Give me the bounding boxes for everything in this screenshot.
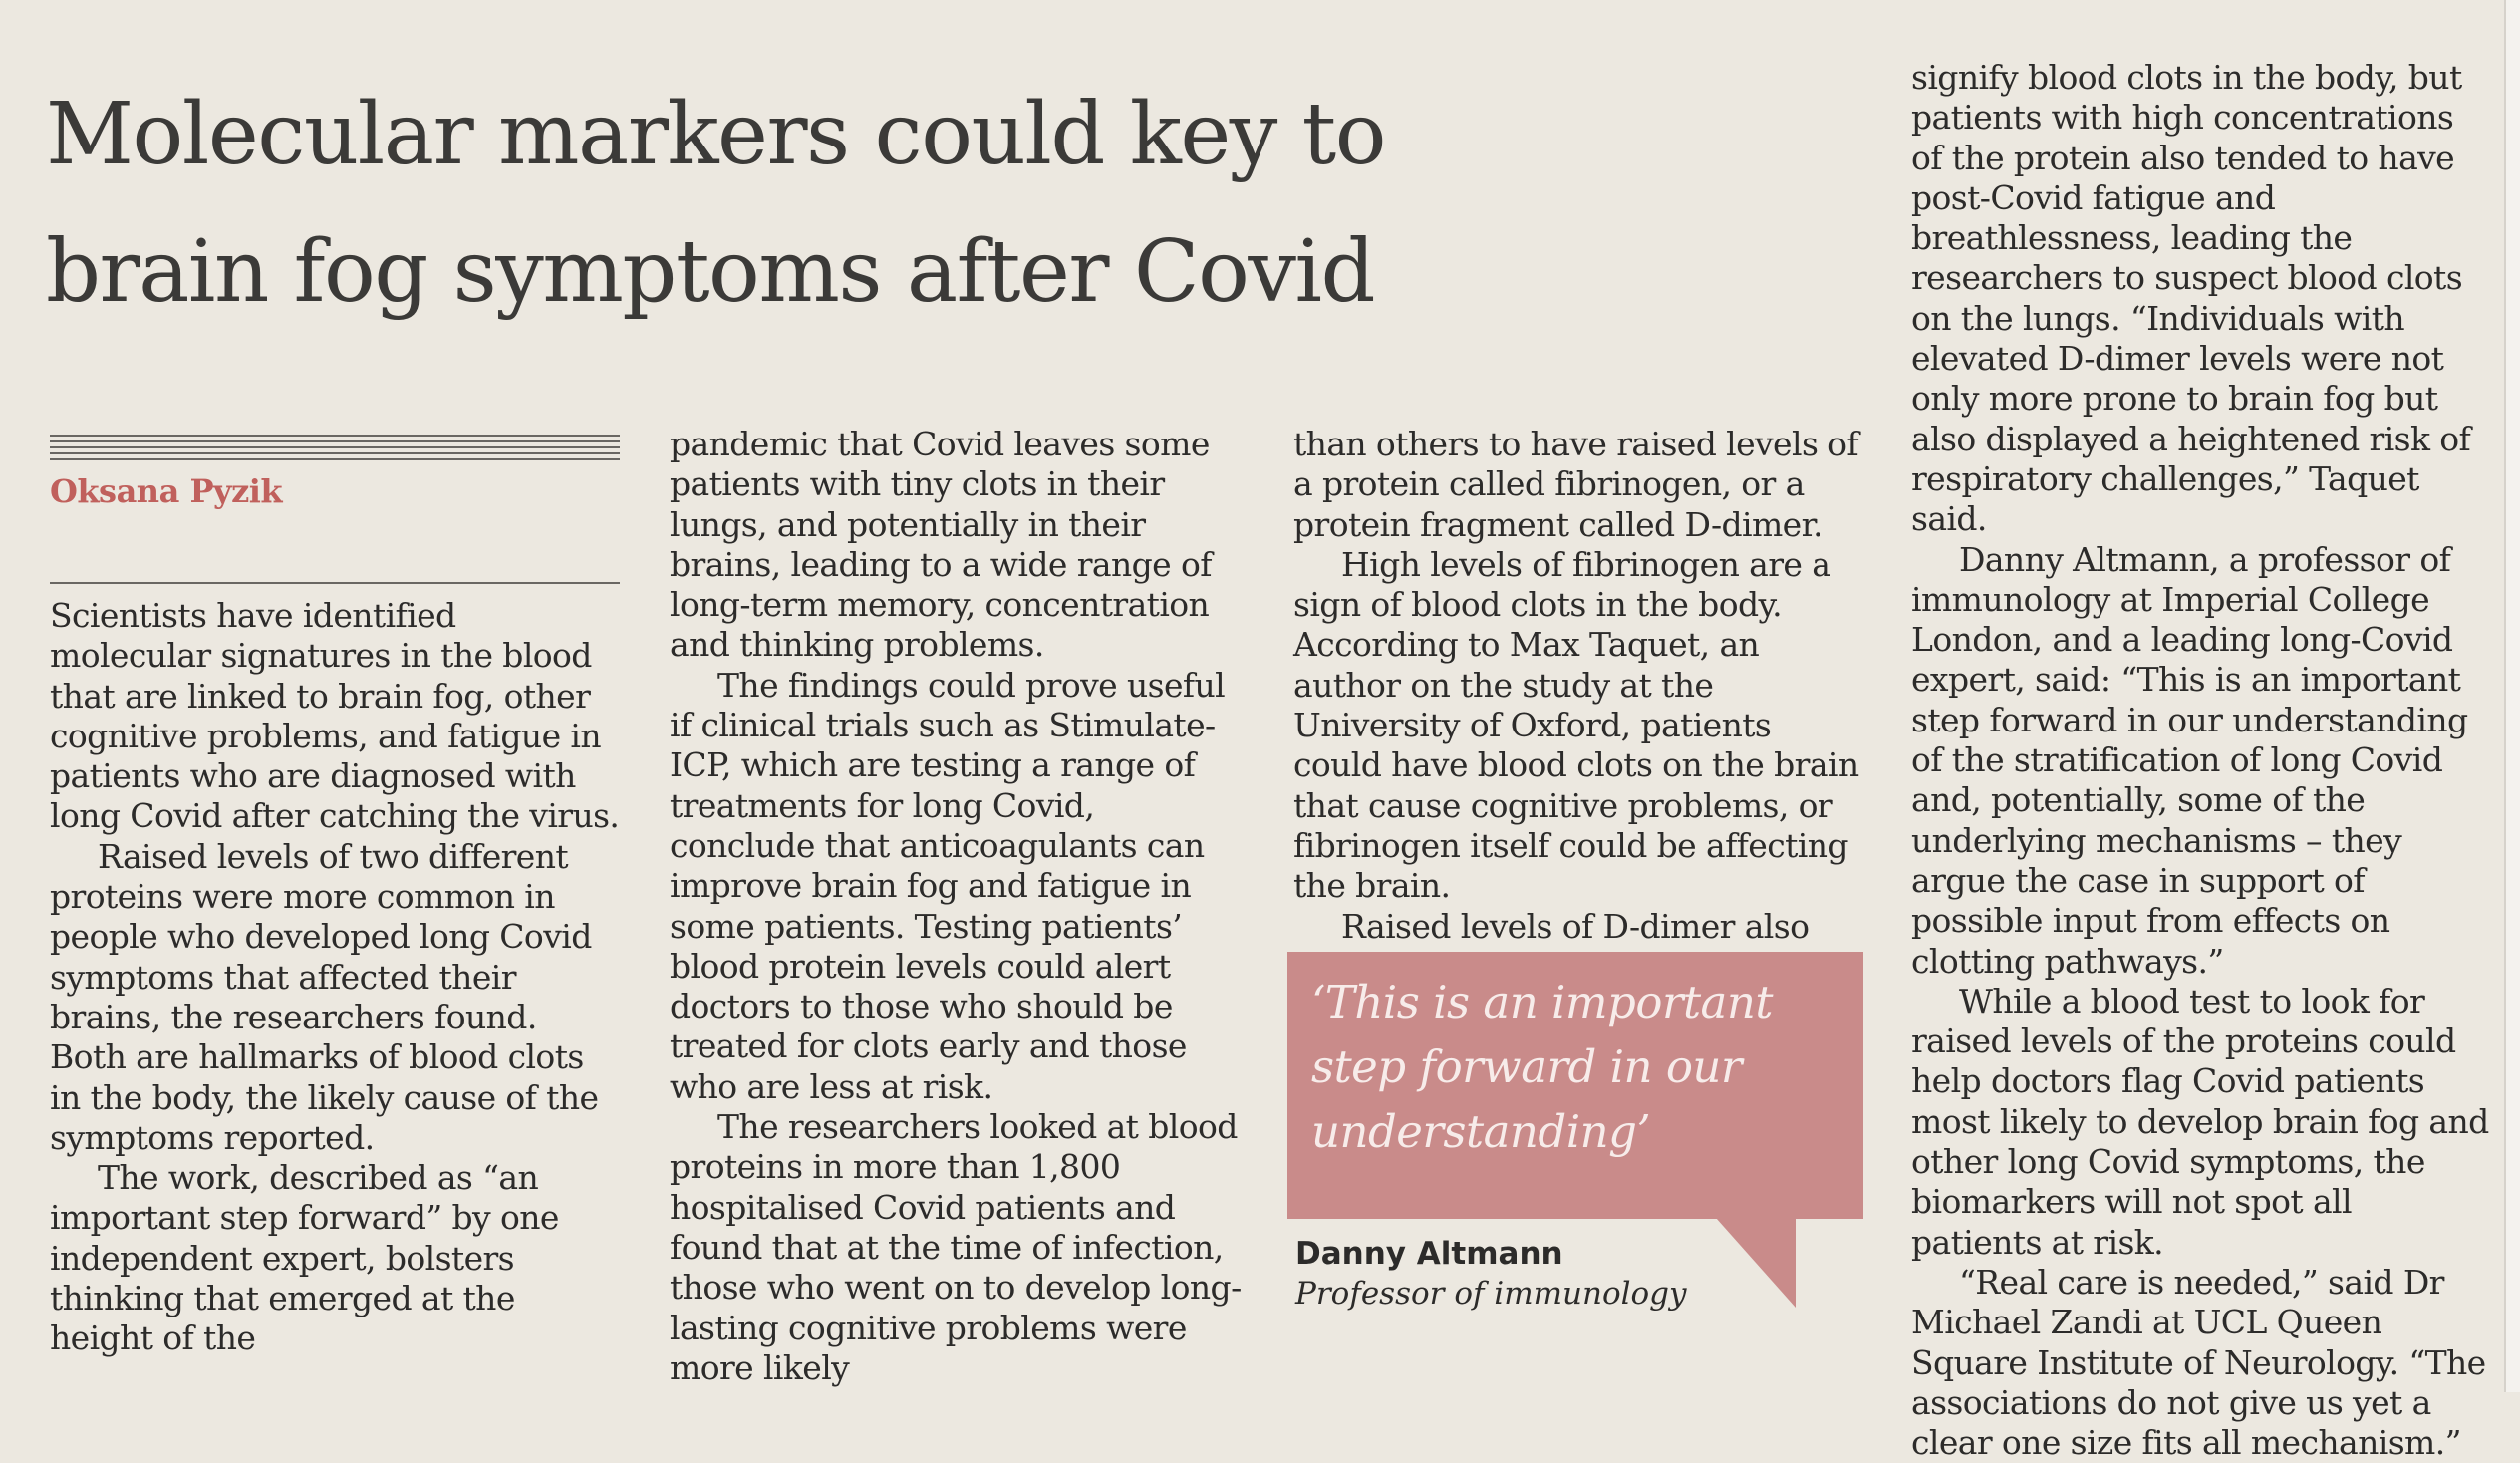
paragraph: The findings could prove useful if clinical trials such as Stimulate-ICP, which are testing a range of treatments for long Covid, conclude that anticoagulants can improve brain fog and fatigue in some patients. Testing patients’ blood protein levels could alert doctors to those who should be treated for clots early and those who are less at risk. bbox=[670, 665, 1226, 1106]
byline-rule bbox=[50, 440, 620, 442]
headline bbox=[46, 66, 1879, 341]
article-column-4 bbox=[1911, 58, 2489, 1463]
paragraph: Raised levels of D-dimer also bbox=[1341, 906, 1810, 946]
paragraph: The researchers looked at blood proteins in more than 1,800 hospitalised Covid patients and found that at the time of infection, those who went on to develop long-lasting cognitive problems were more likely bbox=[670, 1107, 1242, 1387]
article-column-3 bbox=[1293, 425, 1863, 946]
byline-rule bbox=[50, 446, 620, 448]
headline-line-2: brain fog symptoms after Covid bbox=[46, 222, 1375, 322]
byline: Oksana Pyzik bbox=[50, 472, 283, 510]
byline-rule bbox=[50, 435, 620, 437]
byline-rule bbox=[50, 458, 620, 460]
paragraph: The work, described as “an important step forward” by one independent expert, bolsters thinking that emerged at the height of the bbox=[50, 1158, 559, 1358]
paragraph: signify blood clots in the body, but patients with high concentrations of the protein also tended to have post-Covid fatigue and breathlessness, leading the researchers to suspect blood clots on the lungs. “Individuals with elevated D-dimer levels were not only more prone to brain fog but also displayed a heightened risk of respiratory challenges,” Taquet said. bbox=[1911, 58, 2471, 539]
page-edge bbox=[2504, 0, 2520, 1392]
pullquote-text: ‘This is an important step forward in our understanding’ bbox=[1311, 976, 1773, 1158]
paragraph: Danny Altmann, a professor of immunology at Imperial College London, and a leading long-Covid expert, said: “This is an important step forward in our understanding of the stratification of long Covid and, potentially, some of the underlying mechanisms – they argue the case in support of possible input from effects on clotting pathways.” bbox=[1911, 539, 2468, 981]
article-column-1 bbox=[50, 596, 620, 1358]
headline-line-1: Molecular markers could key to bbox=[46, 85, 1386, 184]
pullquote-attribution-role: Professor of immunology bbox=[1295, 1276, 1687, 1312]
pullquote-tail bbox=[1716, 1218, 1796, 1308]
pullquote-box bbox=[1287, 952, 1863, 1219]
paragraph: Raised levels of two different proteins were more common in people who developed long Covid symptoms that affected their brains, the researchers found. Both are hallmarks of blood clots in the body, the likely cause of the symptoms reported. bbox=[50, 836, 599, 1157]
article-column-2 bbox=[670, 425, 1246, 1387]
paragraph: than others to have raised levels of a protein called fibrinogen, or a protein fragment called D-dimer. bbox=[1293, 425, 1859, 544]
pullquote-attribution-name: Danny Altmann bbox=[1295, 1236, 1563, 1272]
paragraph: Scientists have identified molecular signatures in the blood that are linked to brain fog, other cognitive problems, and fatigue in patients who are diagnosed with long Covid after catching the virus. bbox=[50, 596, 620, 836]
column-rule bbox=[50, 582, 620, 584]
paragraph: “Real care is needed,” said Dr Michael Zandi at UCL Queen Square Institute of Neurology. “The associations do not give us yet a clear one size fits all mechanism.” bbox=[1911, 1262, 2486, 1463]
paragraph: High levels of fibrinogen are a sign of blood clots in the body. According to Max Taquet, an author on the study at the University of Oxford, patients could have blood clots on the brain that cause cognitive problems, or fibrinogen itself could be affecting the brain. bbox=[1293, 544, 1859, 906]
paragraph: While a blood test to look for raised levels of the proteins could help doctors flag Covid patients most likely to develop brain fog and other long Covid symptoms, the biomarkers will not spot all patients at risk. bbox=[1911, 981, 2489, 1262]
paragraph: pandemic that Covid leaves some patients with tiny clots in their lungs, and potentially in their brains, leading to a wide range of long-term memory, concentration and thinking problems. bbox=[670, 425, 1212, 665]
byline-rule bbox=[50, 452, 620, 454]
